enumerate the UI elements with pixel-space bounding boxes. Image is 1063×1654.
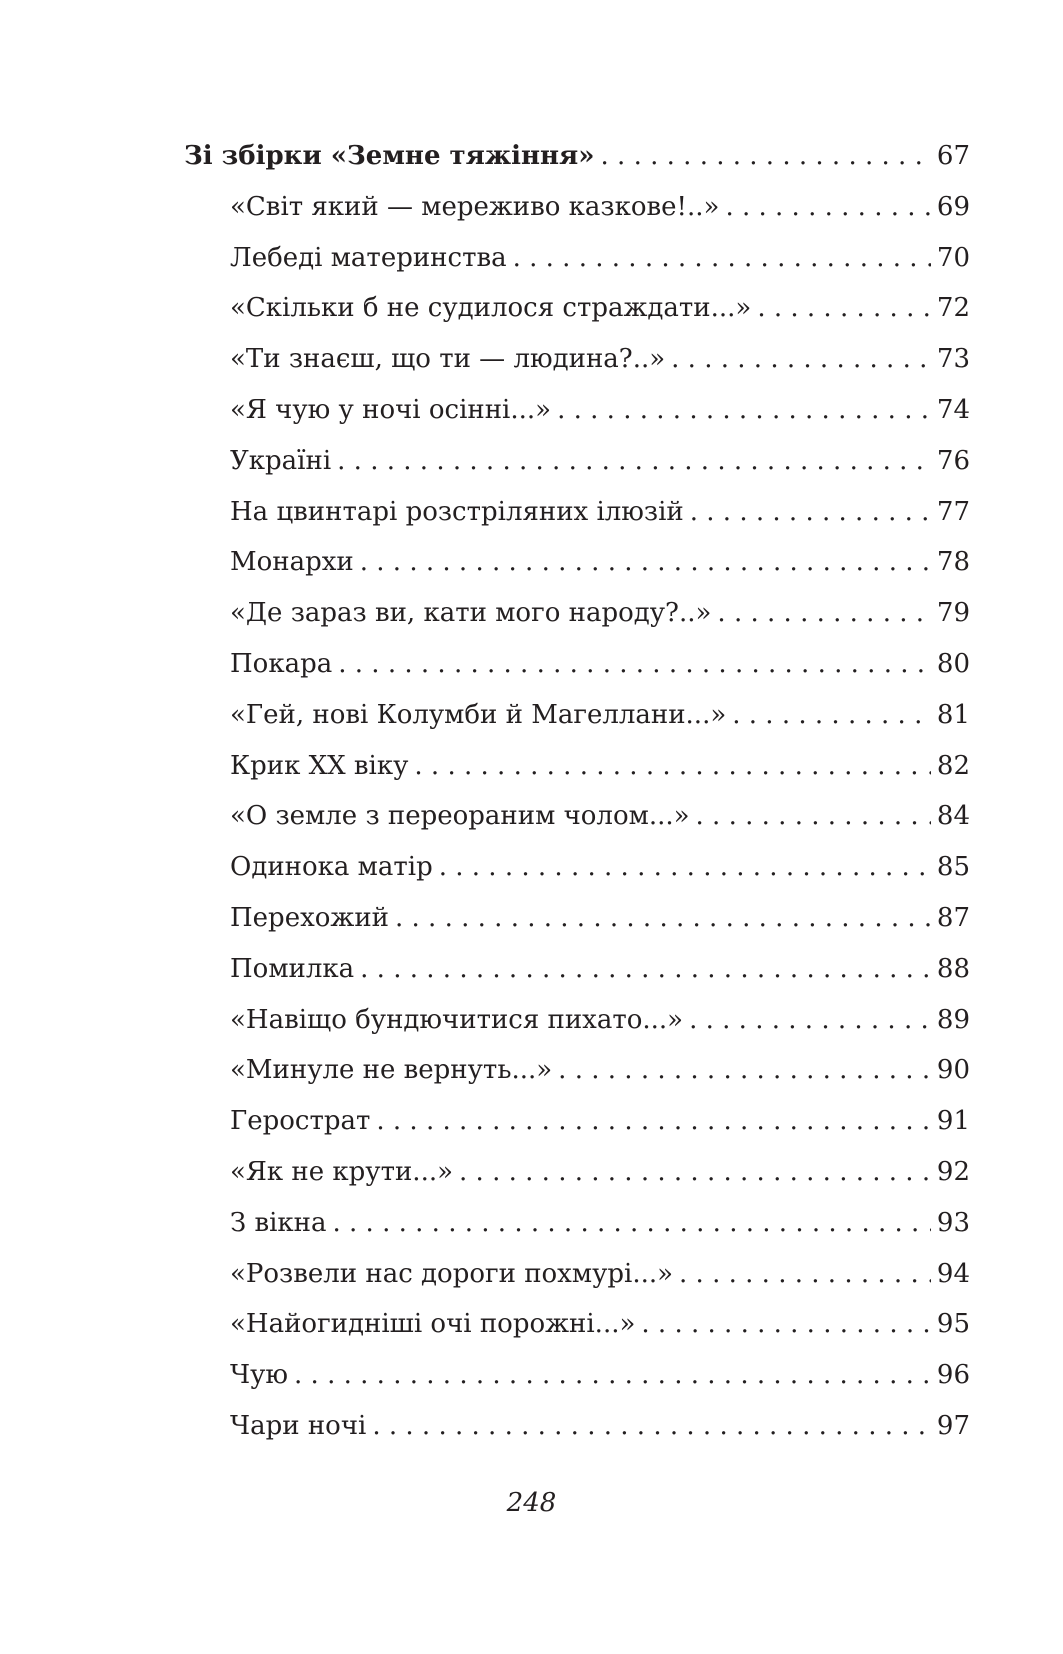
dot-leader: [732, 690, 931, 741]
toc-entry-title: «Ти знаєш, що ти — людина?..»: [230, 344, 666, 375]
dot-leader: [690, 487, 931, 538]
toc-entry-page: 70: [936, 242, 970, 273]
toc-entry-page: 97: [936, 1410, 970, 1441]
toc-section-page: 67: [936, 141, 970, 171]
toc-entry-title: «Я чую у ночі осінні...»: [230, 394, 552, 425]
toc-entry-page: 95: [936, 1309, 970, 1340]
toc-entry: [184, 1350, 970, 1401]
toc-entry-page: 76: [936, 445, 970, 476]
dot-leader: [414, 741, 931, 792]
toc-entry: [184, 233, 970, 284]
toc-entry-title: «Як не крути...»: [230, 1156, 454, 1187]
toc-entry-title: «Де зараз ви, кати мого народу?..»: [230, 598, 712, 629]
toc-entry-title: Покара: [230, 648, 333, 679]
toc-entry: [184, 791, 970, 842]
toc-entry-title: «Гей, нові Колумби й Магеллани...»: [230, 699, 727, 730]
toc-entry: [184, 436, 970, 487]
dot-leader: [333, 1198, 931, 1249]
toc-entry-page: 92: [936, 1156, 970, 1187]
dot-leader: [641, 1299, 931, 1350]
toc-entry-title: Монархи: [230, 547, 354, 578]
toc-entry-title: «Найогидніші очі порожні...»: [230, 1309, 636, 1340]
toc-entry: [184, 1249, 970, 1300]
toc-entry: [184, 690, 970, 741]
toc-entry-page: 85: [936, 852, 970, 883]
toc-entry-page: 96: [936, 1360, 970, 1391]
toc-entry: [184, 741, 970, 792]
toc-entry-title: «Скільки б не судилося страждати...»: [230, 293, 752, 324]
toc-entry: [184, 995, 970, 1046]
toc-entry-page: 78: [936, 547, 970, 578]
toc-entry-title: «Розвели нас дороги похмурі...»: [230, 1258, 674, 1289]
dot-leader: [439, 842, 931, 893]
toc-entry-page: 74: [936, 394, 970, 425]
toc-entry-title: Герострат: [230, 1106, 371, 1137]
dot-leader: [717, 588, 930, 639]
dot-leader: [294, 1350, 931, 1401]
dot-leader: [360, 537, 931, 588]
toc-entry-page: 87: [936, 902, 970, 933]
toc-entry-title: Чую: [230, 1360, 289, 1391]
toc-entry: [184, 1198, 970, 1249]
toc-entry-title: На цвинтарі розстріляних ілюзій: [230, 496, 684, 527]
toc-entry: [184, 1299, 970, 1350]
toc-entry-title: Чари ночі: [230, 1410, 367, 1441]
toc-entry-title: З вікна: [230, 1207, 327, 1238]
toc-entry: [184, 842, 970, 893]
toc-entry-page: 89: [936, 1004, 970, 1035]
toc-entry-page: 84: [936, 801, 970, 832]
dot-leader: [679, 1249, 931, 1300]
dot-leader: [725, 182, 930, 233]
dot-leader: [601, 131, 931, 182]
toc-entry: [184, 588, 970, 639]
toc-entry: [184, 1147, 970, 1198]
dot-leader: [671, 334, 931, 385]
toc-entry-title: Лебеді материнства: [230, 242, 507, 273]
toc-entry-page: 94: [936, 1258, 970, 1289]
toc-entry-title: «Світ який — мереживо казкове!..»: [230, 191, 720, 222]
dot-leader: [513, 233, 931, 284]
toc-entry-page: 80: [936, 648, 970, 679]
dot-leader: [372, 1401, 931, 1452]
toc-entry-title: «О земле з переораним чолом...»: [230, 801, 690, 832]
toc-entry-page: 88: [936, 953, 970, 984]
toc-entry-title: «Навіщо бундючитися пихато...»: [230, 1004, 684, 1035]
dot-leader: [337, 436, 931, 487]
dot-leader: [558, 1045, 931, 1096]
toc-entry: [184, 1401, 970, 1452]
dot-leader: [557, 385, 931, 436]
dot-leader: [376, 1096, 931, 1147]
toc-entry-page: 81: [936, 699, 970, 730]
page-number: 248: [506, 1488, 557, 1518]
toc-entry-page: 90: [936, 1055, 970, 1086]
toc-entry-page: 77: [936, 496, 970, 527]
toc-entry: [184, 537, 970, 588]
toc-entry: [184, 1045, 970, 1096]
toc-entry: [184, 1096, 970, 1147]
toc-entry-title: Крик ХХ віку: [230, 750, 409, 781]
toc-entry: [184, 944, 970, 995]
dot-leader: [360, 944, 931, 995]
toc-entry: [184, 639, 970, 690]
toc-entry-page: 73: [936, 344, 970, 375]
table-of-contents: [184, 131, 970, 1452]
toc-entry-title: Україні: [230, 445, 332, 476]
toc-entry-page: 79: [936, 598, 970, 629]
toc-entry: [184, 182, 970, 233]
toc-entry: [184, 334, 970, 385]
dot-leader: [459, 1147, 931, 1198]
toc-entry-page: 72: [936, 293, 970, 324]
toc-entry: [184, 283, 970, 334]
toc-entry-page: 69: [936, 191, 970, 222]
dot-leader: [757, 283, 931, 334]
toc-entry: [184, 385, 970, 436]
toc-entry: [184, 487, 970, 538]
toc-entry-title: Одинока матір: [230, 852, 433, 883]
toc-section-heading: [184, 131, 970, 182]
toc-section-title: Зі збірки «Земне тяжіння»: [184, 141, 595, 171]
toc-entry: [184, 893, 970, 944]
toc-entry-title: «Минуле не вернуть...»: [230, 1055, 553, 1086]
toc-entry-page: 82: [936, 750, 970, 781]
toc-entry-page: 93: [936, 1207, 970, 1238]
dot-leader: [696, 791, 931, 842]
toc-entry-title: Помилка: [230, 953, 355, 984]
toc-entry-title: Перехожий: [230, 902, 389, 933]
dot-leader: [689, 995, 931, 1046]
toc-entry-page: 91: [936, 1106, 970, 1137]
dot-leader: [395, 893, 931, 944]
dot-leader: [338, 639, 931, 690]
